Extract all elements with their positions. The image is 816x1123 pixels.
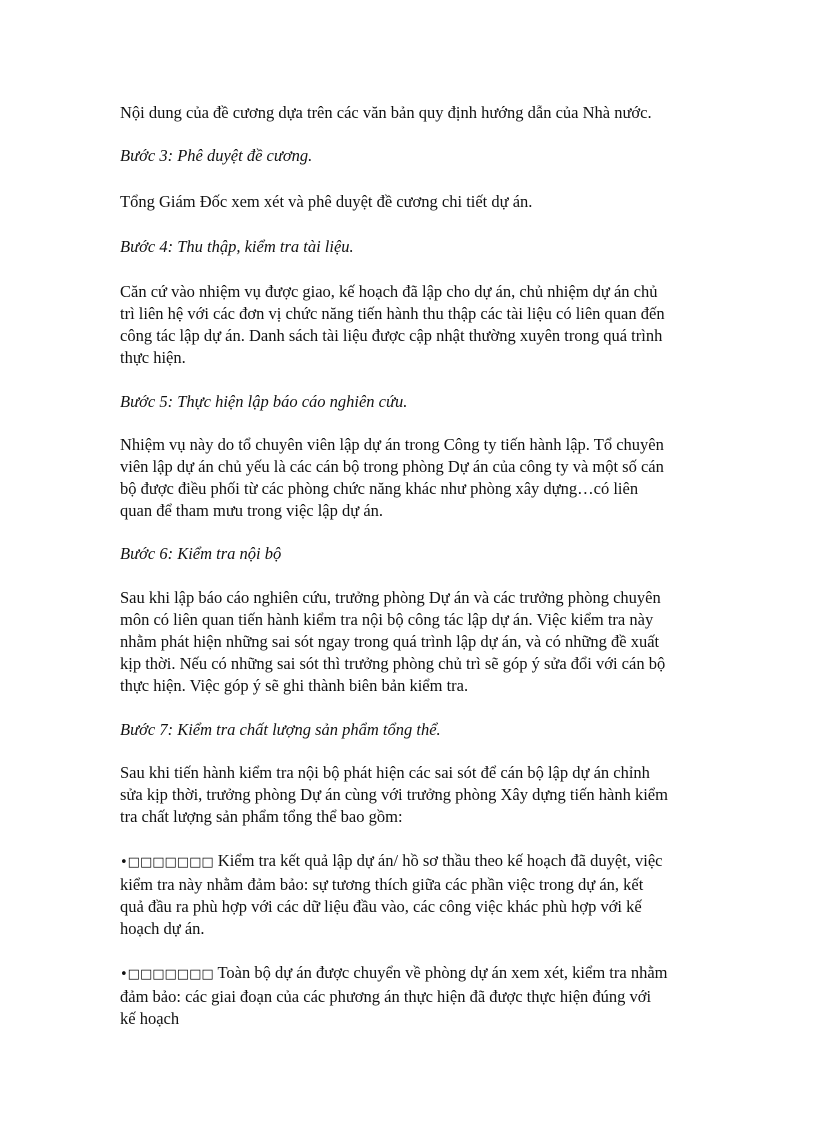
text-line: tra chất lượng sản phẩm tổng thể bao gồm:	[120, 807, 403, 826]
heading-step-6: Bước 6: Kiểm tra nội bộ	[120, 544, 282, 563]
paragraph-step-6	[120, 587, 700, 697]
text-line: Căn cứ vào nhiệm vụ được giao, kế hoạch đã lập cho dự án, chủ nhiệm dự án chủ	[120, 282, 658, 301]
paragraph-step-5	[120, 434, 700, 522]
text-line: viên lập dự án chủ yếu là các cán bộ trong phòng Dự án của công ty và một số cán	[120, 457, 664, 476]
text-line: đảm bảo: các giai đoạn của các phương án thực hiện đã được thực hiện đúng với	[120, 987, 652, 1006]
text-line: môn có liên quan tiến hành kiểm tra nội bộ công tác lập dự án. Việc kiểm tra này	[120, 610, 654, 629]
bullet-item-project-transfer	[120, 962, 700, 1030]
text-line: quan để tham mưu trong việc lập dự án.	[120, 501, 384, 520]
text-line: trì liên hệ với các đơn vị chức năng tiến hành thu thập các tài liệu có liên quan đến	[120, 304, 665, 323]
text-line: kế hoạch	[120, 1009, 180, 1028]
text-line: quả đầu ra phù hợp với các dữ liệu đầu vào, các công việc khác phù hợp với kế	[120, 897, 642, 916]
text-line: kiểm tra này nhằm đảm bảo: sự tương thích giữa các phần việc trong dự án, kết	[120, 875, 644, 894]
heading-step-7: Bước 7: Kiểm tra chất lượng sản phẩm tổng thể.	[120, 720, 441, 739]
text-line: Sau khi tiến hành kiểm tra nội bộ phát hiện các sai sót để cán bộ lập dự án chỉnh	[120, 763, 650, 782]
heading-step-5: Bước 5: Thực hiện lập báo cáo nghiên cứu.	[120, 392, 408, 411]
text-line: hoạch dự án.	[120, 919, 205, 938]
text-line: •□□□□□□□ Toàn bộ dự án được chuyển về phòng dự án xem xét, kiểm tra nhằm	[120, 963, 668, 982]
bullet-marker: •□□□□□□□	[120, 855, 214, 870]
bullet-item-review-results	[120, 850, 700, 940]
text-line: kịp thời. Nếu có những sai sót thì trưởng phòng chủ trì sẽ góp ý sửa đổi với cán bộ	[120, 654, 666, 673]
text-line: sửa kịp thời, trưởng phòng Dự án cùng với trưởng phòng Xây dựng tiến hành kiểm	[120, 785, 668, 804]
heading-step-4: Bước 4: Thu thập, kiểm tra tài liệu.	[120, 237, 354, 256]
heading-step-3: Bước 3: Phê duyệt đề cương.	[120, 146, 313, 165]
text-line: Sau khi lập báo cáo nghiên cứu, trưởng phòng Dự án và các trưởng phòng chuyên	[120, 588, 661, 607]
text-line: thực hiện.	[120, 348, 186, 367]
paragraph-step-4	[120, 281, 700, 369]
paragraph-step-3: Tổng Giám Đốc xem xét và phê duyệt đề cương chi tiết dự án.	[120, 192, 533, 211]
text-line: Nhiệm vụ này do tổ chuyên viên lập dự án trong Công ty tiến hành lập. Tổ chuyên	[120, 435, 664, 454]
text-line: thực hiện. Việc góp ý sẽ ghi thành biên bản kiểm tra.	[120, 676, 469, 695]
text-line: •□□□□□□□ Kiểm tra kết quả lập dự án/ hồ sơ thầu theo kế hoạch đã duyệt, việc	[120, 851, 663, 870]
bullet-marker: •□□□□□□□	[120, 967, 214, 982]
text-line: công tác lập dự án. Danh sách tài liệu được cập nhật thường xuyên trong quá trình	[120, 326, 663, 345]
text-line: nhằm phát hiện những sai sót ngay trong quá trình lập dự án, và có những đề xuất	[120, 632, 660, 651]
paragraph-content-basis: Nội dung của đề cương dựa trên các văn bản quy định hướng dẫn của Nhà nước.	[120, 103, 652, 122]
document-body	[120, 102, 700, 1030]
paragraph-step-7	[120, 762, 700, 828]
text-line: bộ được điều phối từ các phòng chức năng khác như phòng xây dựng…có liên	[120, 479, 639, 498]
